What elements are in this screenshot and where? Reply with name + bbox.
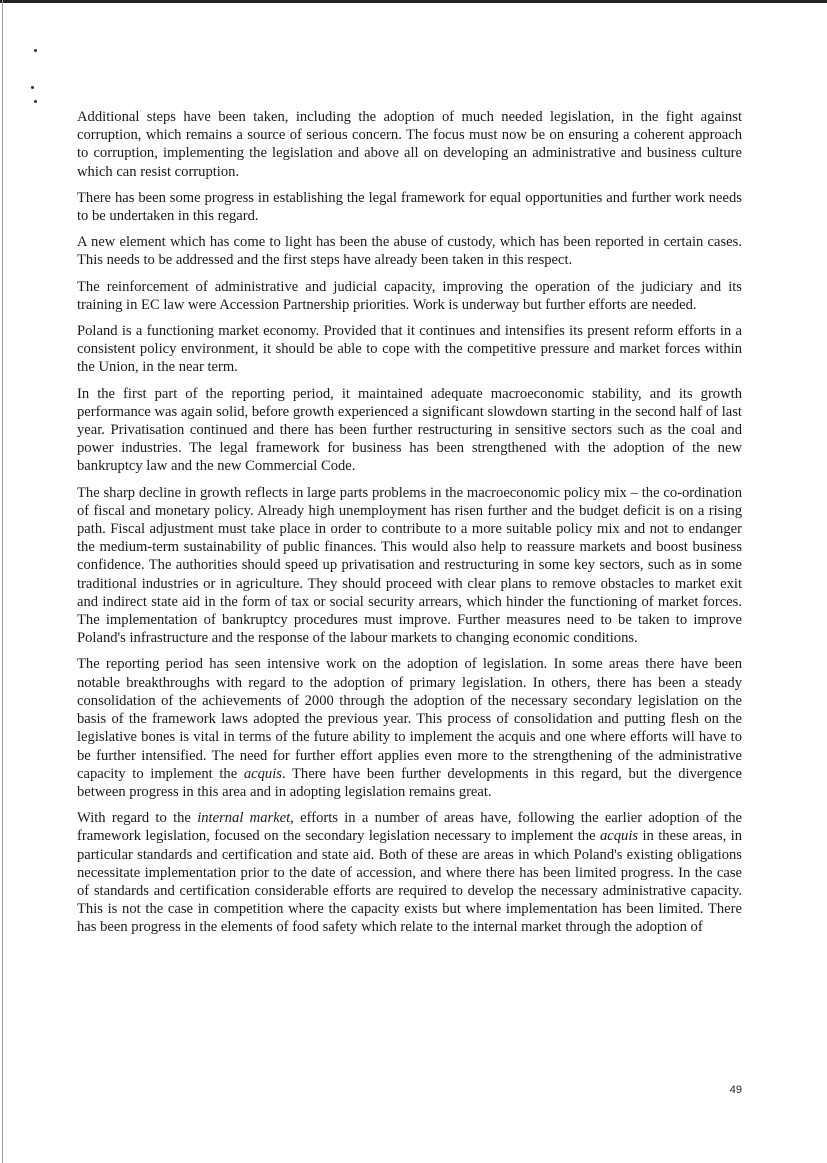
text-run: The sharp decline in growth reflects in large parts problems in the macroeconomic policy mix – the co-ordination of fiscal and monetary policy. Already high unemployment has risen further and the budget deficit is on a rising path. Fiscal adjustment must take place in order to contribute to a more suitable policy mix and not to endanger the medium-term sustainability of public finances. This would also help to reassure markets and boost business confidence. The authorities should speed up privatisation and restructuring in some key sectors, such as in some traditional industries or in agriculture. They should proceed with clear plans to remove obstacles to market exit and indirect state aid in the form of tax or social security arrears, which hinder the functioning of market forces. The implementation of bankruptcy procedures must improve. Further measures need to be taken to improve Poland's infrastructure and the response of the labour markets to changing economic conditions.	[77, 484, 742, 647]
text-run: in these areas, in particular standards and certification and state aid. Both of these are areas in which Poland's existing obligations necessitate implementation prior to the date of accession, and where there has been limited progress. In the case of standards and certification considerable efforts are required to develop the necessary administrative capacity. This is not the case in competition where the capacity exists but where implementation has been limited. There has been progress in the elements of food safety which relate to the internal market through the adoption of	[77, 828, 742, 936]
text-run: A new element which has come to light has been the abuse of custody, which has been reported in certain cases. This needs to be addressed and the first steps have already been taken in this respect.	[77, 234, 742, 269]
paragraph-4	[77, 278, 742, 314]
text-run: , efforts in a number of areas have, following the earlier adoption of the framework legislation, focused on the secondary legislation necessary to implement the	[77, 810, 743, 845]
paragraph-3	[77, 233, 742, 269]
italic-term: acquis	[243, 765, 282, 782]
text-run: There has been some progress in establishing the legal framework for equal opportunities and further work needs to be undertaken in this regard.	[77, 189, 742, 225]
text-run: The reinforcement of administrative and judicial capacity, improving the operation of the judiciary and its training in EC law were Accession Partnership priorities. Work is underway but further efforts are needed.	[77, 278, 742, 313]
paragraph-7	[77, 484, 742, 648]
document-body	[77, 108, 742, 945]
text-run: With regard to the	[77, 810, 198, 827]
paragraph-2	[77, 189, 742, 225]
page-left-rule	[2, 0, 3, 1163]
text-run: In the first part of the reporting period, it maintained adequate macroeconomic stability, and its growth performance was again solid, before growth experienced a significant slowdown starting in the second half of last year. Privatisation continued and there has been further restructuring in sensitive sectors such as the coal and power industries. The legal framework for business has been strengthened with the adoption of the new bankruptcy law and the new Commercial Code.	[77, 385, 742, 475]
text-run: Additional steps have been taken, including the adoption of much needed legislation, in the fight against corruption, which remains a source of serious concern. The focus must now be on ensuring a coherent approach to corruption, implementing the legislation and above all on developing an administrative and business culture which can resist corruption.	[77, 109, 742, 180]
text-run: . There have been further developments in this regard, but the divergence between progress in this area and in adopting legislation remains great.	[77, 765, 742, 800]
page-top-rule	[0, 0, 827, 3]
scan-mark	[31, 86, 34, 89]
italic-term: internal market	[197, 810, 291, 827]
italic-term: acquis	[599, 828, 639, 845]
scan-mark	[34, 100, 37, 103]
paragraph-1	[77, 108, 742, 181]
scan-mark	[34, 49, 37, 52]
page-number: 49	[729, 1084, 742, 1096]
paragraph-5	[77, 322, 742, 377]
text-run: Poland is a functioning market economy. Provided that it continues and intensifies its present reform efforts in a consistent policy environment, it should be able to cope with the competitive pressure and market forces within the Union, in the near term.	[77, 323, 742, 376]
paragraph-9	[77, 809, 742, 936]
paragraph-6	[77, 385, 742, 476]
paragraph-8	[77, 655, 742, 801]
text-run: The reporting period has seen intensive work on the adoption of legislation. In some areas there have been notable breakthroughs with regard to the adoption of primary legislation. In others, there has been a steady consolidation of the achievements of 2000 through the adoption of the necessary secondary legislation on the basis of the framework laws adopted the previous year. This process of consolidation and putting flesh on the legislative bones is vital in terms of the future ability to implement the acquis and one where efforts will have to be further intensified. The need for further effort applies even more to the strengthening of the administrative capacity to implement the	[77, 656, 742, 782]
